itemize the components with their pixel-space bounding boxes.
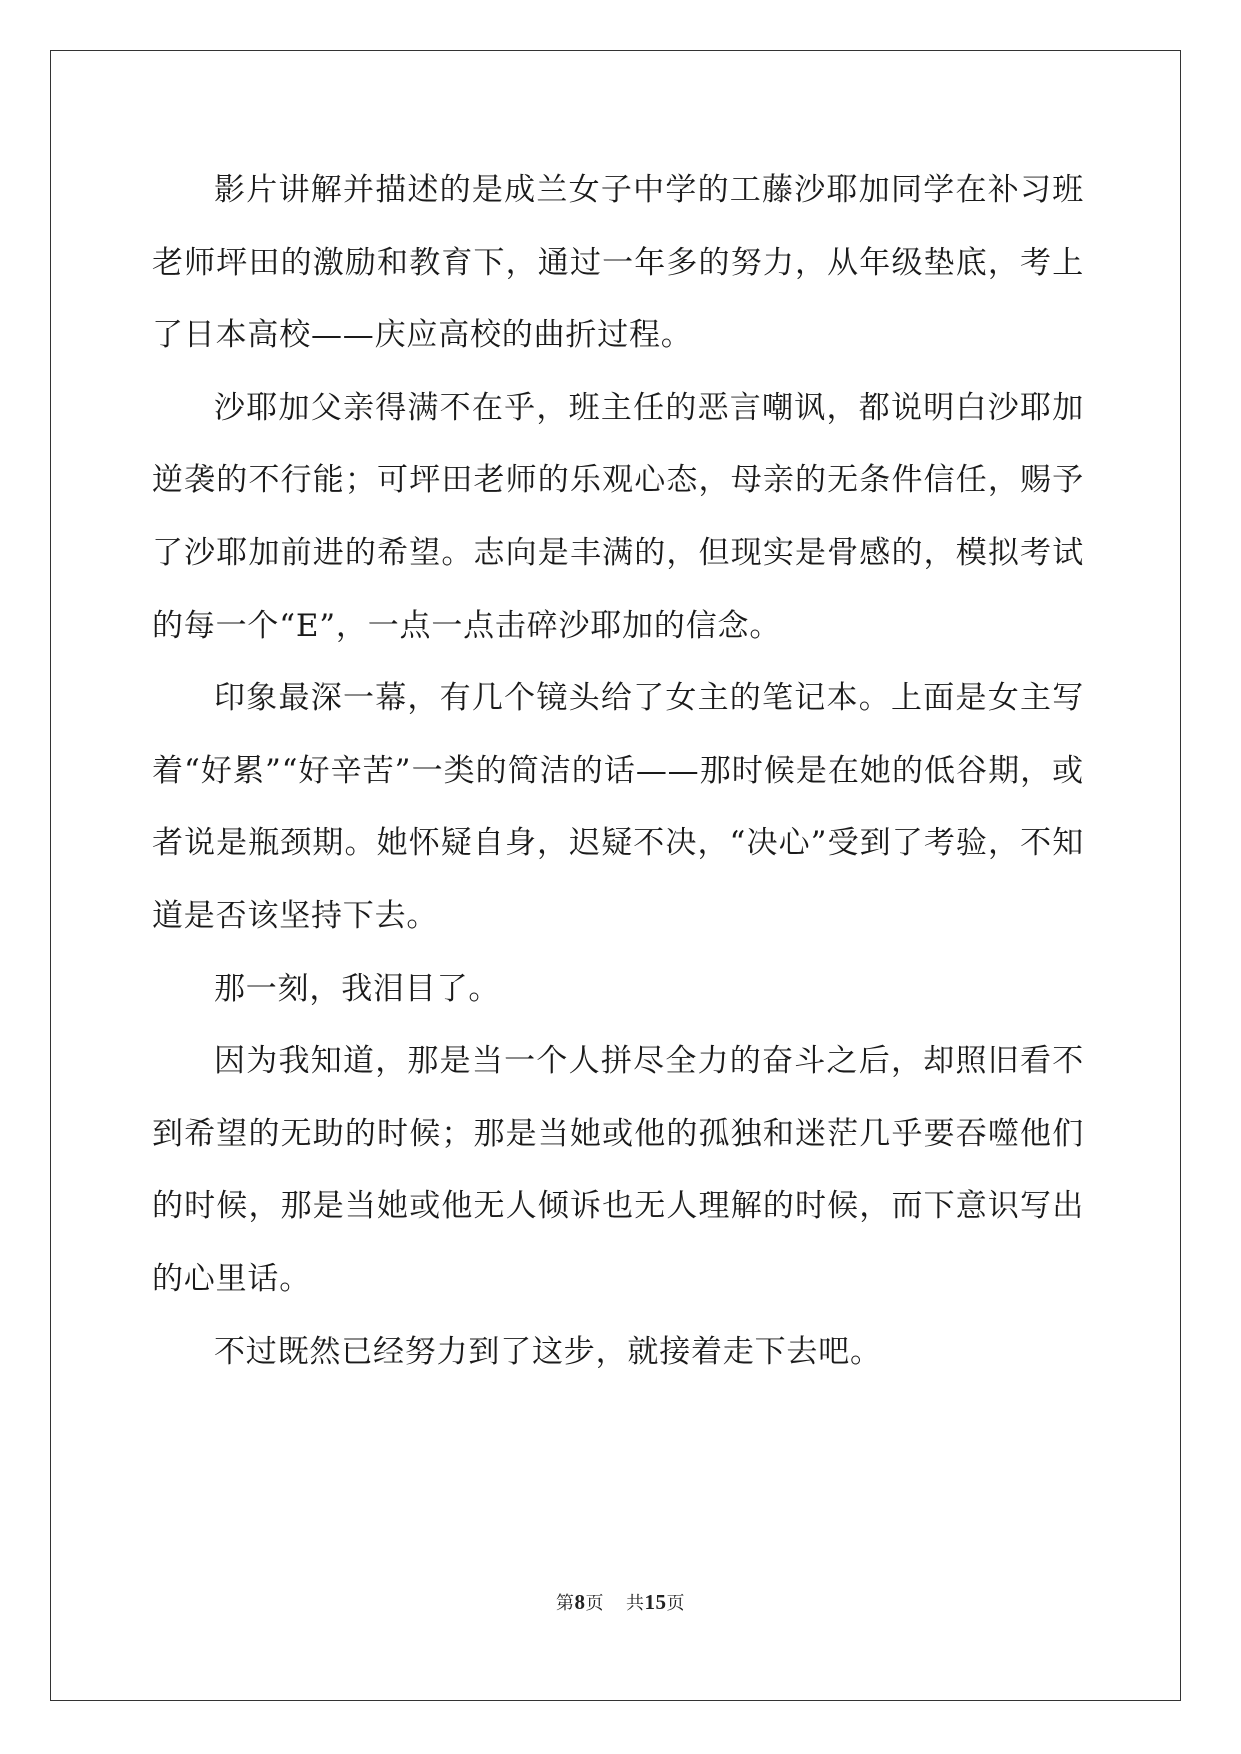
paragraph-4: 那一刻，我泪目了。 (214, 970, 501, 1007)
document-body (152, 154, 1084, 1388)
paragraph-6: 不过既然已经努力到了这步，就接着走下去吧。 (214, 1333, 882, 1370)
paragraph-5: 因为我知道，那是当一个人拼尽全力的奋斗之后，却照旧看不到希望的无助的时候；那是当她或他的孤独和迷茫几乎要吞噬他们的时候，那是当她或他无人倾诉也无人理解的时候，而下意识写出的心里话。 (152, 1043, 1084, 1297)
paragraph-2: 沙耶加父亲得满不在乎，班主任的恶言嘲讽，都说明白沙耶加逆袭的不行能；可坪田老师的乐观心态，母亲的无条件信任，赐予了沙耶加前进的希望。志向是丰满的，但现实是骨感的，模拟考试的每一个“E”，一点一点击碎沙耶加的信念。 (152, 389, 1084, 644)
page-prefix: 第 (556, 1593, 575, 1614)
paragraph-1: 影片讲解并描述的是成兰女子中学的工藤沙耶加同学在补习班老师坪田的激励和教育下，通过一年多的努力，从年级垫底，考上了日本高校——庆应高校的曲折过程。 (152, 172, 1084, 354)
total-page-number: 15 (644, 1590, 667, 1614)
page-footer (0, 1589, 1241, 1615)
total-prefix: 共 (626, 1593, 645, 1614)
total-suffix: 页 (666, 1593, 685, 1614)
page-suffix: 页 (585, 1593, 604, 1614)
current-page-number: 8 (574, 1590, 586, 1614)
paragraph-3: 印象最深一幕，有几个镜头给了女主的笔记本。上面是女主写着“好累”“好辛苦”一类的简洁的话——那时候是在她的低谷期，或者说是瓶颈期。她怀疑自身，迟疑不决，“决心”受到了考验，不知道是否该坚持下去。 (152, 680, 1084, 934)
